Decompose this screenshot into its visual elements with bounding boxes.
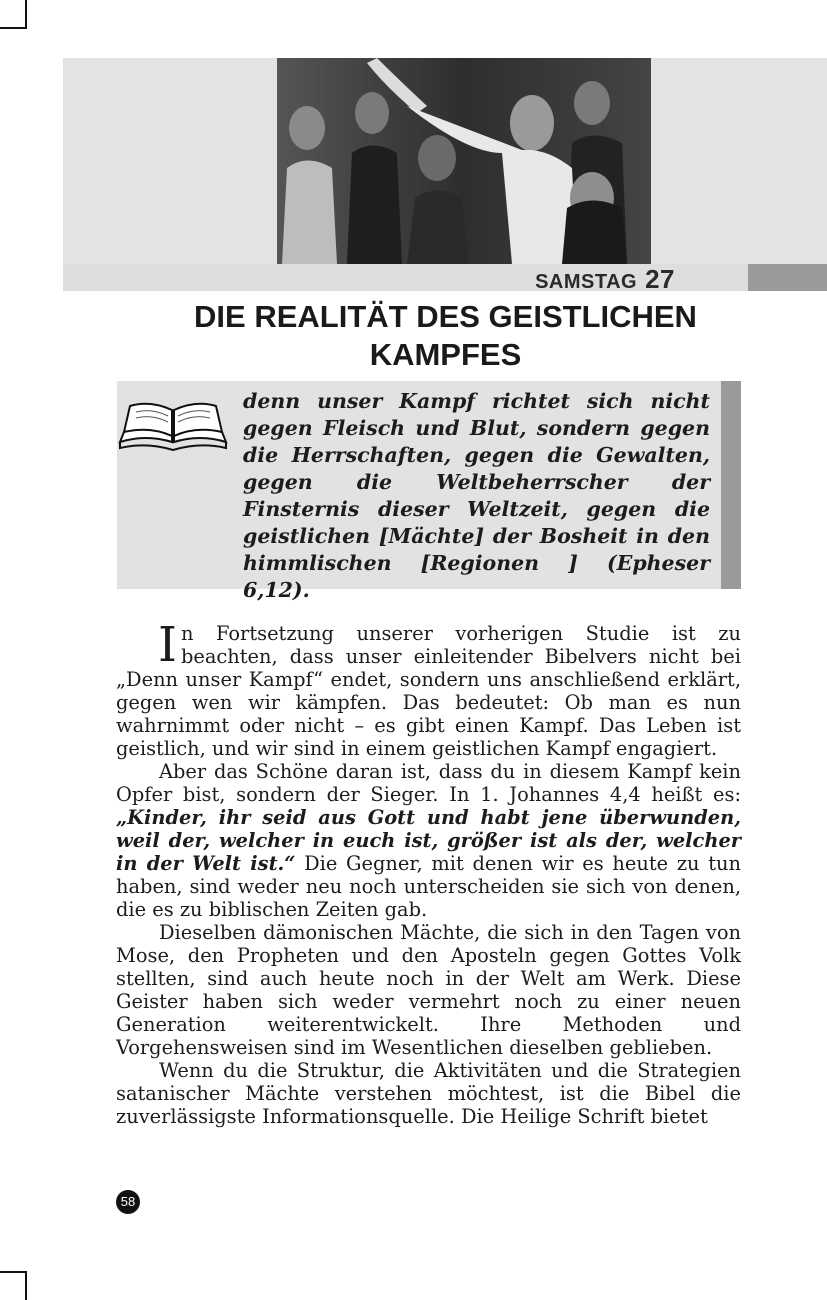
day-label [535,266,675,295]
verse-box-accent [721,381,741,589]
paragraph-1-text: n Fortsetzung unserer vorherigen Studie ist zu beachten, dass unser einleitender Bibelvers nicht bei „Denn unser Kampf“ endet, sondern uns anschließend erklärt, gegen wen wir kämpfen. Das bedeutet: Ob man es nun wahrnimmt oder nicht – es gibt einen Kampf. Das Leben ist geistlich, und wir sind in einem geistlichen Kampf engagiert. [116,622,741,760]
day-strip-accent [748,264,827,291]
paragraph-3: Dieselben dämonischen Mächte, die sich in den Tagen von Mose, den Propheten und den Aposteln gegen Gottes Volk stellten, sind auch heute noch in der Welt am Werk. Diese Geister haben sich weder vermehrt noch zu einer neuen Generation weiterentwickelt. Ihre Methoden und Vorgehensweisen sind im Wesentlichen dieselben geblieben. [116,921,741,1059]
paragraph-2-start: Aber das Schöne daran ist, dass du in diesem Kampf kein Opfer bist, sondern der Sieger. In 1. Johannes 4,4 heißt es: [116,760,741,806]
crop-mark-top-left-h [0,27,25,29]
paragraph-4: Wenn du die Struktur, die Aktivitäten und die Strategien satanischer Mächte verstehen möchtest, ist die Bibel die zuverlässigste Informationsquelle. Die Heilige Schrift bietet [116,1059,741,1128]
crop-mark-bottom-left-h [0,1271,25,1273]
open-book-icon [116,398,230,456]
body-text [116,617,742,1128]
page-number: 58 [116,1190,140,1214]
paragraph-1 [116,617,741,760]
bible-quote: „Kinder, ihr seid aus Gott und habt jene überwunden, weil der, welcher in euch ist, größer ist als der, welcher in der Welt ist.“ [116,806,741,875]
crop-mark-bottom-left-v [25,1271,27,1300]
verse-text: denn unser Kampf richtet sich nicht gegen Fleisch und Blut, sondern gegen die Herrschaften, gegen die Gewalten, gegen die Weltbeherrscher der Finsternis dieser Weltzeit, gegen die geistlichen [Mächte] der Bosheit in den himmlischen [Regionen ] (Epheser 6,12). [243,389,710,602]
day-number: 27 [645,264,675,294]
worship-photo [277,58,651,264]
title-line-1: DIE REALITÄT DES GEISTLICHEN [194,299,697,334]
paragraph-2 [116,760,741,921]
title-line-2: KAMPFES [369,337,522,372]
crop-mark-top-left-v [25,0,27,29]
day-name: SAMSTAG [535,271,638,293]
page-title [63,298,827,374]
paragraph-2-end: Die Gegner, mit denen wir es heute zu tun haben, sind weder neu noch unterscheiden sie sich von denen, die es zu biblischen Zeiten gab. [116,852,742,921]
drop-cap: I [158,617,177,673]
